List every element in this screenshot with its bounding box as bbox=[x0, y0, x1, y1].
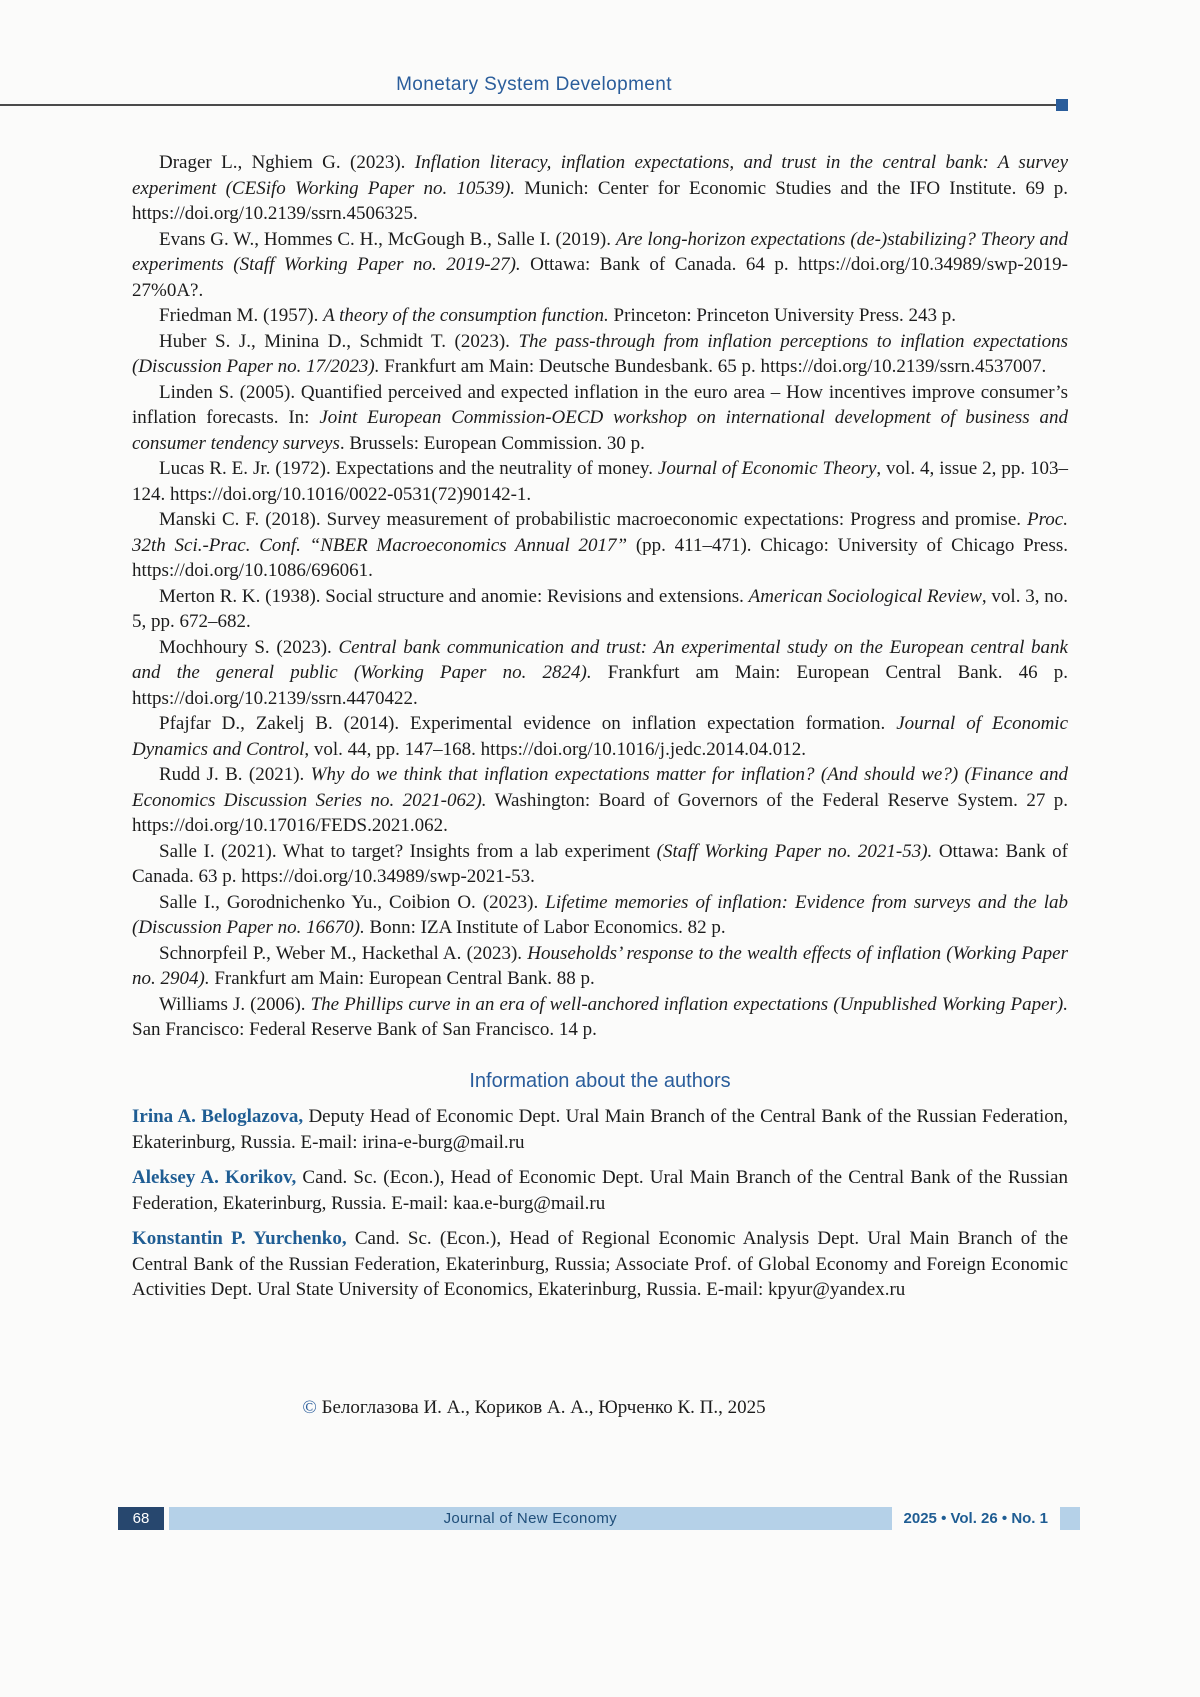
reference-entry bbox=[132, 507, 1068, 584]
reference-text-segment: Merton R. K. (1938). Social structure and anomie: Revisions and extensions. bbox=[159, 585, 749, 607]
reference-italic-segment: Joint European Commission-OECD workshop on international development of business and consumer tendency surveys bbox=[132, 407, 1068, 454]
reference-italic-segment: American Sociological Review bbox=[748, 585, 982, 607]
reference-text-segment: , vol. 3, no. 5, pp. 672–682. bbox=[132, 585, 1068, 632]
reference-text-segment: Princeton: Princeton University Press. 243 p. bbox=[608, 305, 957, 326]
reference-text-segment: , vol. 44, pp. 147–168. https://doi.org/10.1016/j.jedc.2014.04.012. bbox=[304, 738, 806, 760]
reference-entry bbox=[132, 380, 1068, 457]
reference-text-segment: Washington: Board of Governors of the Federal Reserve System. 27 p. https://doi.org/10.17016/FEDS.2021.062. bbox=[132, 789, 1068, 836]
reference-italic-segment: Proc. 32th Sci.-Prac. Conf. “NBER Macroeconomics Annual 2017” bbox=[132, 509, 1068, 556]
author-entry bbox=[132, 1226, 1068, 1303]
running-head: Monetary System Development bbox=[396, 74, 672, 95]
reference-text-segment: Bonn: IZA Institute of Labor Economics. 82 p. bbox=[364, 917, 726, 938]
reference-text-segment: Mochhoury S. (2023). bbox=[159, 636, 339, 658]
author-name: Konstantin P. Yurchenko, bbox=[132, 1228, 347, 1249]
copyright-symbol: © bbox=[302, 1397, 317, 1418]
author-bio: Cand. Sc. (Econ.), Head of Economic Dept. Ural Main Branch of the Central Bank of the Russian Federation, Ekaterinburg, Russia. E-mail: kaa.e-burg@mail.ru bbox=[132, 1167, 1068, 1214]
reference-text-segment: Evans G. W., Hommes C. H., McGough B., Salle I. (2019). bbox=[159, 228, 616, 250]
reference-entry bbox=[132, 303, 1068, 329]
reference-entry bbox=[132, 992, 1068, 1043]
reference-italic-segment: Inflation literacy, inflation expectations, and trust in the central bank: A survey experiment (CESifo Working Paper no. 10539). bbox=[132, 152, 1069, 199]
reference-text-segment: Munich: Center for Economic Studies and the IFO Institute. 69 p. https://doi.org/10.2139/ssrn.4506325. bbox=[132, 177, 1068, 224]
author-entry bbox=[132, 1165, 1068, 1216]
reference-italic-segment: The Phillips curve in an era of well-anchored inflation expectations (Unpublished Working Paper). bbox=[310, 993, 1068, 1015]
page-content bbox=[132, 150, 1068, 1303]
authors-list bbox=[132, 1104, 1068, 1303]
reference-italic-segment: Lifetime memories of inflation: Evidence from surveys and the lab (Discussion Paper no. 16670). bbox=[132, 891, 1068, 938]
reference-entry bbox=[132, 329, 1068, 380]
reference-italic-segment: Why do we think that inflation expectations matter for inflation? (And should we?) (Finance and Economics Discussion Series no. 2021-062). bbox=[132, 764, 1068, 811]
reference-text-segment: , vol. 4, issue 2, pp. 103–124. https://doi.org/10.1016/0022-0531(72)90142-1. bbox=[132, 458, 1069, 505]
reference-text-segment: Drager L., Nghiem G. (2023). bbox=[159, 152, 415, 173]
reference-entry bbox=[132, 150, 1068, 227]
reference-entry bbox=[132, 635, 1068, 712]
reference-text-segment: Manski C. F. (2018). Survey measurement of probabilistic macroeconomic expectations: Progress and promise. bbox=[159, 509, 1028, 530]
reference-text-segment: Frankfurt am Main: European Central Bank. 88 p. bbox=[209, 968, 595, 989]
reference-italic-segment: Journal of Economic Theory bbox=[657, 458, 877, 479]
reference-italic-segment: Journal of Economic Dynamics and Control bbox=[132, 713, 1068, 760]
references-list bbox=[132, 150, 1068, 1043]
reference-italic-segment: (Staff Working Paper no. 2021-53). bbox=[656, 840, 933, 862]
journal-name-bar: Journal of New Economy bbox=[169, 1507, 892, 1530]
header-accent-square bbox=[1056, 99, 1068, 111]
author-name: Aleksey A. Korikov, bbox=[132, 1167, 297, 1188]
reference-italic-segment: A theory of the consumption function. bbox=[323, 305, 609, 326]
reference-entry bbox=[132, 890, 1068, 941]
issue-info: 2025 • Vol. 26 • No. 1 bbox=[903, 1510, 1048, 1527]
header-rule bbox=[0, 104, 1063, 106]
reference-text-segment: Pfajfar D., Zakelj B. (2014). Experimental evidence on inflation expectation formation. bbox=[159, 713, 897, 734]
page-number: 68 bbox=[118, 1507, 164, 1530]
reference-text-segment: Williams J. (2006). bbox=[159, 993, 311, 1015]
reference-entry bbox=[132, 711, 1068, 762]
reference-entry bbox=[132, 941, 1068, 992]
copyright-text: Белоглазова И. А., Кориков А. А., Юрченко К. П., 2025 bbox=[321, 1397, 766, 1418]
reference-italic-segment: The pass-through from inflation perceptions to inflation expectations (Discussion Paper no. 17/2023). bbox=[132, 330, 1068, 377]
reference-text-segment: Ottawa: Bank of Canada. 64 p. https://doi.org/10.34989/swp-2019-27%0A?. bbox=[132, 254, 1068, 301]
authors-section-heading: Information about the authors bbox=[469, 1069, 731, 1092]
reference-entry bbox=[132, 839, 1068, 890]
author-bio: Deputy Head of Economic Dept. Ural Main Branch of the Central Bank of the Russian Federation, Ekaterinburg, Russia. E-mail: irina-e-burg@mail.ru bbox=[132, 1106, 1068, 1153]
reference-italic-segment: Are long-horizon expectations (de-)stabilizing? Theory and experiments (Staff Working Paper no. 2019-27). bbox=[132, 228, 1068, 275]
author-bio: Cand. Sc. (Econ.), Head of Regional Economic Analysis Dept. Ural Main Branch of the Central Bank of the Russian Federation, Ekaterinburg, Russia; Associate Prof. of Global Economy and Foreign Economic Activities Dept. Ural State University of Economics, Ekaterinburg, Russia. E-mail: kpyur@yandex.ru bbox=[132, 1228, 1069, 1300]
author-name: Irina A. Beloglazova, bbox=[132, 1106, 304, 1127]
reference-text-segment: Lucas R. E. Jr. (1972). Expectations and the neutrality of money. bbox=[159, 458, 658, 479]
reference-text-segment: Salle I., Gorodnichenko Yu., Coibion O. (2023). bbox=[159, 891, 546, 913]
reference-text-segment: (pp. 411–471). Chicago: University of Chicago Press. https://doi.org/10.1086/696061. bbox=[132, 534, 1068, 581]
reference-text-segment: . Brussels: European Commission. 30 p. bbox=[339, 432, 645, 454]
reference-entry bbox=[132, 227, 1068, 304]
reference-italic-segment: Central bank communication and trust: An experimental study on the European central bank and the general public (Working Paper no. 2824). bbox=[132, 636, 1068, 683]
reference-text-segment: Salle I. (2021). What to target? Insights from a lab experiment bbox=[159, 840, 657, 862]
reference-text-segment: Linden S. (2005). Quantified perceived and expected inflation in the euro area – How incentives improve consumer’s inflation forecasts. In: bbox=[132, 381, 1068, 428]
copyright-line bbox=[0, 1397, 1068, 1419]
reference-entry bbox=[132, 456, 1068, 507]
reference-text-segment: San Francisco: Federal Reserve Bank of San Francisco. 14 p. bbox=[132, 1019, 597, 1040]
reference-text-segment: Frankfurt am Main: European Central Bank. 46 p. https://doi.org/10.2139/ssrn.4470422. bbox=[132, 662, 1068, 709]
reference-text-segment: Rudd J. B. (2021). bbox=[159, 764, 311, 785]
reference-entry bbox=[132, 584, 1068, 635]
footer-accent-square bbox=[1060, 1507, 1080, 1530]
reference-italic-segment: Households’ response to the wealth effects of inflation (Working Paper no. 2904). bbox=[132, 942, 1068, 989]
reference-text-segment: Huber S. J., Minina D., Schmidt T. (2023). bbox=[159, 330, 519, 352]
reference-text-segment: Frankfurt am Main: Deutsche Bundesbank. 65 p. https://doi.org/10.2139/ssrn.4537007. bbox=[379, 356, 1047, 377]
reference-entry bbox=[132, 762, 1068, 839]
reference-text-segment: Ottawa: Bank of Canada. 63 p. https://doi.org/10.34989/swp-2021-53. bbox=[132, 840, 1069, 887]
reference-text-segment: Friedman M. (1957). bbox=[159, 305, 324, 326]
reference-text-segment: Schnorpfeil P., Weber M., Hackethal A. (2023). bbox=[159, 942, 528, 964]
page-footer bbox=[118, 1507, 1080, 1530]
author-entry bbox=[132, 1104, 1068, 1155]
